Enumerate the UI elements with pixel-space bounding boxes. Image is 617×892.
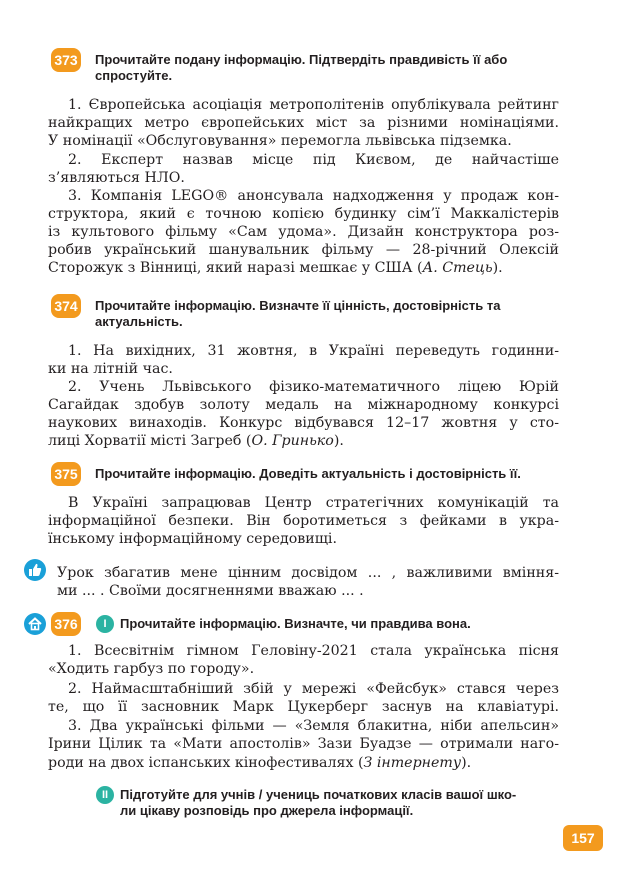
exercise-number-badge: 374 (51, 294, 81, 318)
page-number: 157 (563, 825, 603, 851)
text-line: 3. Два українські фільми — «Земля блакитна, ніби апельсин» (68, 718, 559, 734)
text-line: найкращих метро європейських міст за різними номінаціями. (48, 115, 559, 131)
level-badge: II (96, 786, 114, 804)
exercise-task: Прочитайте інформацію. Визначте її цінність, достовірність та актуальність. (95, 298, 501, 329)
text-line: Сторожук з Вінниці, який наразі мешкає у США (А. Стець). (48, 260, 503, 276)
text-line: 1. Всесвітнім гімном Геловіну-2021 стала українська пісня (68, 643, 559, 659)
text-line: В Україні запрацював Центр стратегічних комунікацій та (68, 495, 559, 511)
text-line: 2. Наймасштабніший збій у мережі «Фейсбук» стався через (68, 681, 559, 697)
text-line: Ірини Цілик та «Мати апостолів» Зази Буадзе — отримали наго- (48, 736, 559, 752)
text-line: 1. Європейська асоціація метрополітенів опублікувала рейтинг (68, 97, 559, 113)
text-line: ки на літній час. (48, 361, 173, 377)
text-line: 1. На вихідних, 31 жовтня, в Україні переведуть годинни- (68, 343, 559, 359)
exercise-number-badge: 373 (51, 48, 81, 72)
text-line: 3. Компанія LEGO® анонсувала надходження у продаж кон- (68, 188, 559, 204)
exercise-task: Прочитайте подану інформацію. Підтвердіть правдивість її або спростуйте. (95, 52, 508, 83)
text-line: їнському інформаційному середовищі. (48, 531, 337, 547)
text-line: структора, який є точною копією будинку сім’ї Маккалістерів (48, 206, 559, 222)
text-line: наукових винаходів. Конкурс відбувався 12–17 жовтня у сто- (48, 415, 559, 431)
text-line: те, що її засновник Марк Цукерберг заснув на клавіатурі. (48, 699, 559, 715)
text-line: Урок збагатив мене цінним досвідом ... , важливими вміння- (57, 565, 559, 581)
text-line: 2. Учень Львівського фізико-математичного ліцею Юрій (68, 379, 559, 395)
text-line: Сагайдак здобув золоту медаль на міжнародному конкурсі (48, 397, 559, 413)
thumbs-up-icon (24, 559, 46, 581)
text-line: роди на двох іспанських кінофестивалях (З інтернету). (48, 755, 472, 771)
exercise-task: Підготуйте для учнів / учениць початкових класів вашої шко- (120, 787, 517, 802)
source-author: О. Гринько (251, 433, 334, 449)
exercise-number-badge: 376 (51, 612, 81, 636)
source-author: А. Стець (422, 260, 493, 276)
text-line: з’являються НЛО. (48, 170, 185, 186)
home-icon (24, 613, 46, 635)
exercise-task: Прочитайте інформацію. Визначте, чи правдива вона. (120, 616, 471, 631)
text-line: робив український шанувальник фільму — 28-річний Олексій (48, 242, 559, 258)
text-line: «Ходить гарбуз по городу». (48, 661, 255, 677)
source-author: З інтернету (363, 755, 462, 771)
text-line: із культового фільму «Сам удома». Дизайн конструктора роз- (48, 224, 559, 240)
exercise-task: ли цікаву розповідь про джерела інформації. (120, 803, 414, 818)
text-line: 2. Експерт назвав місце під Києвом, де найчастіше (68, 152, 559, 168)
text-line: лиці Хорватії місті Загреб (О. Гринько). (48, 433, 344, 449)
exercise-number-badge: 375 (51, 462, 81, 486)
exercise-task: Прочитайте інформацію. Доведіть актуальність і достовірність її. (95, 466, 521, 481)
text-line: інформаційної безпеки. Він боротиметься з фейками в укра- (48, 513, 559, 529)
text-line: ми ... . Своїми досягненнями вважаю ... . (57, 583, 364, 599)
level-badge: I (96, 615, 114, 633)
text-line: У номінації «Обслуговування» перемогла львівська підземка. (48, 133, 512, 149)
